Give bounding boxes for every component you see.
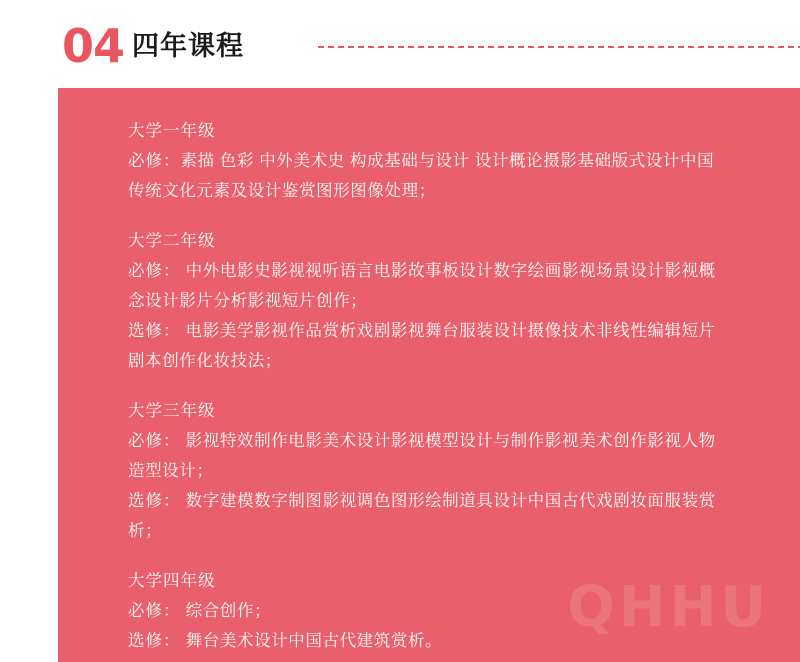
course-line-text: 电影美学影视作品赏析戏剧影视舞台服装设计摄像技术非线性编辑短片剧本创作化妆技法；	[128, 322, 716, 370]
watermark-text: QHHU	[567, 575, 770, 640]
course-line	[128, 626, 728, 656]
course-line	[128, 596, 728, 626]
course-line-text: 素描 色彩 中外美术史 构成基础与设计 设计概论摄影基础版式设计中国传统文化元素及设计鉴赏图形图像处理；	[128, 152, 715, 200]
course-line-label: 必修：	[128, 262, 181, 280]
course-line-label: 选修：	[128, 632, 181, 650]
course-line-label: 必修：	[128, 152, 181, 170]
curriculum-panel	[58, 88, 800, 662]
section-number: 04	[62, 19, 125, 73]
course-line-label: 必修：	[128, 602, 181, 620]
year-group	[128, 116, 728, 206]
course-line-text: 中外电影史影视视听语言电影故事板设计数字绘画影视场景设计影视概念设计影片分析影视短片创作；	[128, 262, 716, 310]
year-heading: 大学四年级	[128, 572, 216, 590]
course-line-label: 必修：	[128, 432, 181, 450]
section-header	[58, 0, 800, 88]
course-line	[128, 316, 728, 376]
page-title: 四年课程	[132, 31, 245, 61]
course-line-text: 影视特效制作电影美术设计影视模型设计与制作影视美术创作影视人物造型设计；	[128, 432, 716, 480]
course-line-text: 舞台美术设计中国古代建筑赏析。	[180, 632, 443, 650]
course-line	[128, 486, 728, 546]
year-heading: 大学一年级	[128, 122, 216, 140]
dashed-divider	[318, 46, 800, 48]
left-margin-band	[0, 0, 58, 662]
header-inner	[58, 20, 258, 72]
course-line-label: 选修：	[128, 322, 181, 340]
course-line-text: 数字建模数字制图影视调色图形绘制道具设计中国古代戏剧妆面服装赏析；	[128, 492, 716, 540]
year-heading: 大学二年级	[128, 232, 216, 250]
year-heading: 大学三年级	[128, 402, 216, 420]
course-line	[128, 256, 728, 316]
course-line-text: 综合创作；	[180, 602, 272, 620]
course-line-label: 选修：	[128, 492, 181, 510]
year-group	[128, 396, 728, 546]
curriculum-content	[128, 116, 728, 656]
year-group	[128, 226, 728, 376]
course-line	[128, 426, 728, 486]
course-line	[128, 146, 728, 206]
year-group	[128, 566, 728, 656]
